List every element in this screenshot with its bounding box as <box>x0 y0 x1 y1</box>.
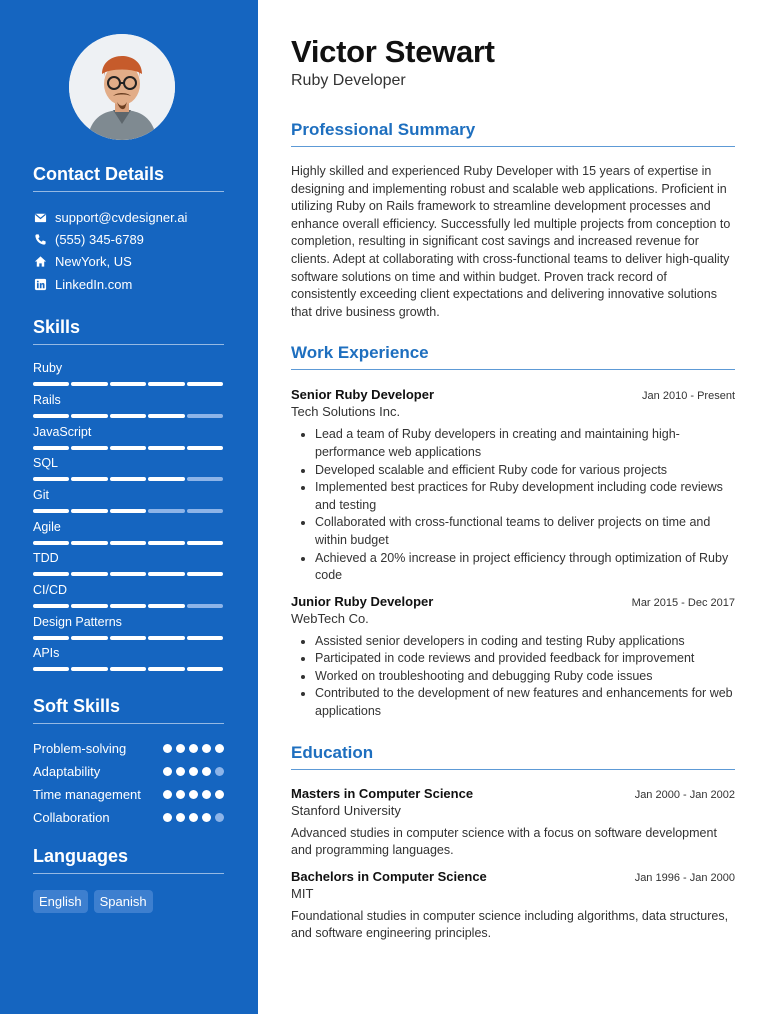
skill-level-bar <box>33 414 223 418</box>
skill-label: Rails <box>33 392 61 407</box>
skill-item <box>33 615 224 647</box>
skill-label: JavaScript <box>33 424 92 439</box>
soft-skill-label: Time management <box>33 787 141 803</box>
skill-label: Git <box>33 487 49 502</box>
soft-skill-label: Adaptability <box>33 764 101 780</box>
sidebar <box>0 0 258 1014</box>
education-date: Jan 1996 - Jan 2000 <box>634 871 735 884</box>
job-company: WebTech Co. <box>291 610 369 626</box>
skill-item <box>33 393 224 425</box>
skills-heading: Skills <box>33 317 224 345</box>
skill-level-segment <box>71 572 107 576</box>
skill-level-segment <box>33 604 69 608</box>
skill-level-segment <box>148 541 184 545</box>
skill-level-bar <box>33 541 223 545</box>
main-content <box>291 34 735 943</box>
job-bullets <box>315 633 735 721</box>
rating-dot <box>202 744 211 753</box>
skill-level-segment <box>71 541 107 545</box>
skill-level-bar <box>33 509 223 513</box>
soft-skill-rating <box>163 809 224 822</box>
rating-dot <box>176 790 185 799</box>
rating-dot <box>189 813 198 822</box>
skill-level-segment <box>33 667 69 671</box>
skill-level-segment <box>110 541 146 545</box>
job-bullet: • Contributed to the development of new features and enhancements for web applications <box>315 685 735 720</box>
candidate-role: Ruby Developer <box>291 72 406 89</box>
skill-level-segment <box>148 572 184 576</box>
skill-level-segment <box>148 414 184 418</box>
summary-text: Highly skilled and experienced Ruby Developer with 15 years of expertise in designing and implementing robust and scalable web applications. Proficient in utilizing Ruby on Rails framework to streamline development processes and enhance overall efficiency. Successfully led multiple projects from conception to completion, resulting in significant cost savings and increased revenue for clients. Adept at collaborating with cross-functional teams to deliver high-quality software solutions on time and within budget. Proven track record of consistently exceeding client expectations and delivering innovative solutions that drive business growth. <box>291 164 731 319</box>
skill-level-segment <box>110 509 146 513</box>
skill-item <box>33 520 224 552</box>
school-name: MIT <box>291 885 314 901</box>
job-bullets <box>315 426 735 584</box>
degree-title: Masters in Computer Science <box>291 785 474 801</box>
skill-level-segment <box>110 446 146 450</box>
contact-linkedin[interactable] <box>33 273 224 295</box>
job-date: Mar 2015 - Dec 2017 <box>631 596 735 609</box>
contact-location-text: NewYork, US <box>55 254 132 270</box>
skill-level-segment <box>187 414 223 418</box>
rating-dot <box>202 813 211 822</box>
job-bullet: • Implemented best practices for Ruby development including code reviews and testing <box>315 479 735 514</box>
languages-list <box>33 890 224 913</box>
education-description: Advanced studies in computer science with a focus on software development and programming languages. <box>291 825 717 858</box>
language-chip: English <box>33 890 88 913</box>
job-entry <box>291 387 735 584</box>
skill-level-segment <box>71 446 107 450</box>
skill-level-segment <box>71 636 107 640</box>
skill-label: TDD <box>33 551 59 566</box>
rating-dot <box>163 790 172 799</box>
skill-level-segment <box>187 509 223 513</box>
skill-level-segment <box>71 382 107 386</box>
rating-dot <box>163 744 172 753</box>
soft-skill-rating <box>163 786 224 799</box>
skill-level-segment <box>187 382 223 386</box>
skill-level-segment <box>148 667 184 671</box>
skill-level-segment <box>110 604 146 608</box>
skill-level-segment <box>148 446 184 450</box>
skill-label: Agile <box>33 519 61 534</box>
contact-section <box>33 164 224 295</box>
job-title: Senior Ruby Developer <box>291 387 435 403</box>
skill-level-segment <box>187 572 223 576</box>
skill-level-bar <box>33 572 223 576</box>
soft-skill-item <box>33 740 224 757</box>
skill-level-segment <box>33 382 69 386</box>
avatar <box>69 34 175 140</box>
job-header <box>291 387 735 402</box>
skill-level-segment <box>148 636 184 640</box>
rating-dot <box>176 813 185 822</box>
soft-skill-item <box>33 809 224 826</box>
skill-label: Design Patterns <box>33 614 122 629</box>
contact-location <box>33 251 224 273</box>
skill-item <box>33 583 224 615</box>
degree-title: Bachelors in Computer Science <box>291 868 487 884</box>
skill-level-bar <box>33 604 223 608</box>
skill-level-segment <box>148 477 184 481</box>
job-entry <box>291 594 735 721</box>
skill-level-segment <box>110 572 146 576</box>
skills-list <box>33 361 224 678</box>
skill-label: Ruby <box>33 361 63 376</box>
experience-heading: Work Experience <box>291 343 735 370</box>
soft-skill-label: Problem-solving <box>33 741 127 757</box>
rating-dot <box>202 767 211 776</box>
skill-level-segment <box>187 604 223 608</box>
skill-level-segment <box>33 572 69 576</box>
education-header <box>291 869 735 884</box>
skill-level-segment <box>148 604 184 608</box>
soft-skill-label: Collaboration <box>33 810 110 826</box>
summary-heading: Professional Summary <box>291 120 735 147</box>
skill-label: SQL <box>33 456 59 471</box>
skill-level-segment <box>110 477 146 481</box>
rating-dot <box>202 790 211 799</box>
job-bullet: • Achieved a 20% increase in project efficiency through optimization of Ruby code <box>315 550 735 585</box>
candidate-name: Victor Stewart <box>291 34 495 69</box>
skill-level-segment <box>71 414 107 418</box>
education-section <box>291 743 735 943</box>
rating-dot <box>163 767 172 776</box>
skill-level-segment <box>33 446 69 450</box>
email-icon <box>33 210 47 224</box>
education-entry <box>291 869 735 943</box>
skill-level-bar <box>33 477 223 481</box>
education-date: Jan 2000 - Jan 2002 <box>634 788 735 801</box>
skill-level-segment <box>110 667 146 671</box>
skill-level-segment <box>71 477 107 481</box>
contact-list <box>33 206 224 295</box>
skill-level-segment <box>187 636 223 640</box>
skill-level-bar <box>33 446 223 450</box>
linkedin-icon <box>33 277 47 291</box>
skill-level-segment <box>33 477 69 481</box>
job-bullet: • Assisted senior developers in coding and testing Ruby applications <box>315 633 735 651</box>
skill-level-segment <box>71 604 107 608</box>
skill-level-segment <box>148 382 184 386</box>
skill-item <box>33 551 224 583</box>
rating-dot <box>176 767 185 776</box>
job-header <box>291 594 735 609</box>
languages-heading: Languages <box>33 846 224 874</box>
skill-level-segment <box>110 636 146 640</box>
rating-dot <box>215 790 224 799</box>
job-bullet: • Collaborated with cross-functional teams to deliver projects on time and within budget <box>315 514 735 549</box>
skill-level-segment <box>148 509 184 513</box>
education-entry <box>291 786 735 860</box>
rating-dot <box>215 744 224 753</box>
rating-dot <box>189 767 198 776</box>
skill-level-bar <box>33 667 223 671</box>
skill-item <box>33 456 224 488</box>
person-portrait-icon <box>69 34 175 140</box>
summary-section <box>291 120 735 321</box>
soft-skill-item <box>33 763 224 780</box>
contact-email-text: support@cvdesigner.ai <box>55 209 188 225</box>
rating-dot <box>189 790 198 799</box>
skill-level-segment <box>187 541 223 545</box>
job-title: Junior Ruby Developer <box>291 593 434 609</box>
soft-skills-heading: Soft Skills <box>33 696 224 724</box>
skill-item <box>33 361 224 393</box>
soft-skills-list <box>33 740 224 826</box>
contact-linkedin-text: LinkedIn.com <box>55 276 133 292</box>
contact-phone-text: (555) 345-6789 <box>55 231 144 247</box>
rating-dot <box>215 813 224 822</box>
job-date: Jan 2010 - Present <box>642 390 735 403</box>
skill-level-segment <box>33 509 69 513</box>
job-bullet: • Participated in code reviews and provided feedback for improvement <box>315 650 735 668</box>
rating-dot <box>215 767 224 776</box>
soft-skills-section <box>33 696 224 826</box>
language-chip: Spanish <box>94 890 153 913</box>
job-bullet: • Lead a team of Ruby developers in creating and maintaining high-performance web applications <box>315 426 735 461</box>
experience-section <box>291 343 735 720</box>
skill-item <box>33 488 224 520</box>
job-bullet: • Worked on troubleshooting and debugging Ruby code issues <box>315 668 735 686</box>
soft-skill-item <box>33 786 224 803</box>
skill-level-segment <box>71 667 107 671</box>
rating-dot <box>189 744 198 753</box>
skill-label: CI/CD <box>33 583 68 597</box>
soft-skill-rating <box>163 740 224 753</box>
soft-skill-rating <box>163 763 224 776</box>
skill-label: APIs <box>33 646 60 661</box>
contact-heading: Contact Details <box>33 164 224 192</box>
job-bullet: • Developed scalable and efficient Ruby code for various projects <box>315 462 735 480</box>
skill-level-segment <box>33 636 69 640</box>
skill-level-segment <box>33 414 69 418</box>
skill-level-segment <box>33 541 69 545</box>
skill-level-segment <box>110 382 146 386</box>
contact-email[interactable] <box>33 206 224 228</box>
phone-icon <box>33 232 47 246</box>
skill-level-segment <box>187 667 223 671</box>
rating-dot <box>163 813 172 822</box>
skill-level-bar <box>33 382 223 386</box>
languages-section <box>33 846 224 913</box>
skill-level-segment <box>110 414 146 418</box>
rating-dot <box>176 744 185 753</box>
skill-level-segment <box>187 477 223 481</box>
school-name: Stanford University <box>291 802 401 818</box>
job-company: Tech Solutions Inc. <box>291 404 401 420</box>
home-icon <box>33 255 47 269</box>
skill-level-segment <box>187 446 223 450</box>
education-header <box>291 786 735 801</box>
skill-level-bar <box>33 636 223 640</box>
skill-item <box>33 646 224 678</box>
skills-section <box>33 317 224 678</box>
skill-level-segment <box>71 509 107 513</box>
education-description: Foundational studies in computer science including algorithms, data structures, and software engineering principles. <box>291 908 729 941</box>
skill-item <box>33 425 224 457</box>
contact-phone[interactable] <box>33 228 224 250</box>
education-heading: Education <box>291 743 735 770</box>
